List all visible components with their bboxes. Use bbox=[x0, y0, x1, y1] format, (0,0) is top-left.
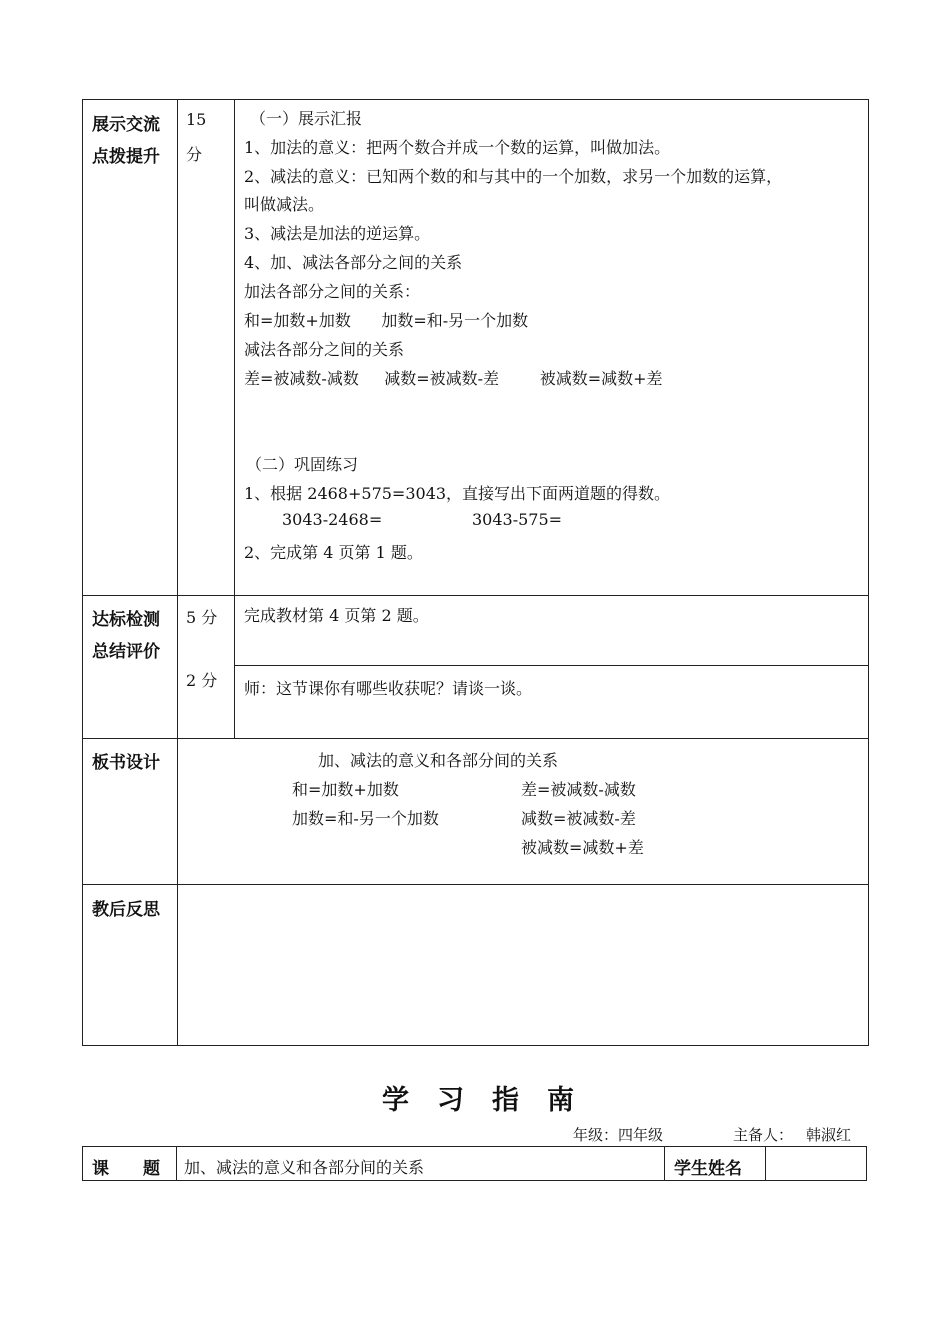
section1-time-minutes: 15 bbox=[186, 110, 207, 129]
content-line: 1、加法的意义：把两个数合并成一个数的运算，叫做加法。 bbox=[244, 138, 671, 157]
student-name-label: 学生姓名 bbox=[674, 1159, 742, 1179]
guide-title: 学习指南 bbox=[382, 1085, 602, 1116]
topic-label: 课 题 bbox=[92, 1159, 160, 1179]
exercise-a: 3043-2468= bbox=[282, 510, 383, 529]
section3-label: 板书设计 bbox=[92, 753, 160, 773]
content-line: 减法各部分之间的关系 bbox=[244, 340, 405, 359]
section1-label-line2: 点拨提升 bbox=[92, 147, 160, 167]
content-line: 和=加数+加数 加数=和-另一个加数 bbox=[244, 311, 529, 330]
subheading-report: （一）展示汇报 bbox=[250, 109, 363, 128]
board-right-line: 减数=被减数-差 bbox=[521, 809, 636, 828]
section4-label: 教后反思 bbox=[92, 900, 160, 920]
content-line: 2、减法的意义：已知两个数的和与其中的一个加数，求另一个加数的运算， bbox=[244, 167, 783, 186]
content-line: 4、加、减法各部分之间的关系 bbox=[244, 253, 463, 272]
subheading-practice: （二）巩固练习 bbox=[246, 455, 359, 474]
preparer-label: 主备人： bbox=[733, 1126, 794, 1144]
board-right-line: 差=被减数-减数 bbox=[521, 780, 636, 799]
preparer-name: 韩淑红 bbox=[806, 1126, 852, 1144]
content-line: 3、减法是加法的逆运算。 bbox=[244, 224, 431, 243]
section2-content-a: 完成教材第 4 页第 2 题。 bbox=[244, 606, 429, 625]
section2-label-line2: 总结评价 bbox=[92, 642, 160, 662]
content-line: 叫做减法。 bbox=[244, 195, 325, 214]
student-name-field[interactable] bbox=[767, 1148, 865, 1179]
board-heading: 加、减法的意义和各部分间的关系 bbox=[318, 751, 559, 770]
exercise-b: 3043-575= bbox=[472, 510, 563, 529]
section2-time-a: 5 分 bbox=[186, 608, 218, 627]
board-left-line: 和=加数+加数 bbox=[292, 780, 399, 799]
topic-value: 加、减法的意义和各部分间的关系 bbox=[184, 1158, 425, 1177]
section1-label-line1: 展示交流 bbox=[92, 115, 160, 135]
content-line: 1、根据 2468+575=3043，直接写出下面两道题的得数。 bbox=[244, 484, 671, 503]
section2-content-b: 师：这节课你有哪些收获呢？请谈一谈。 bbox=[244, 679, 533, 698]
section1-time-unit: 分 bbox=[186, 145, 203, 164]
board-right-line: 被减数=减数+差 bbox=[521, 838, 644, 857]
section2-label-line1: 达标检测 bbox=[92, 610, 160, 630]
content-line: 2、完成第 4 页第 1 题。 bbox=[244, 543, 423, 562]
board-left-line: 加数=和-另一个加数 bbox=[292, 809, 439, 828]
content-line: 加法各部分之间的关系： bbox=[244, 282, 421, 301]
section2-time-b: 2 分 bbox=[186, 671, 218, 690]
content-line: 差=被减数-减数 减数=被减数-差 被减数=减数+差 bbox=[244, 369, 663, 388]
grade-info: 年级：四年级 bbox=[573, 1126, 664, 1144]
